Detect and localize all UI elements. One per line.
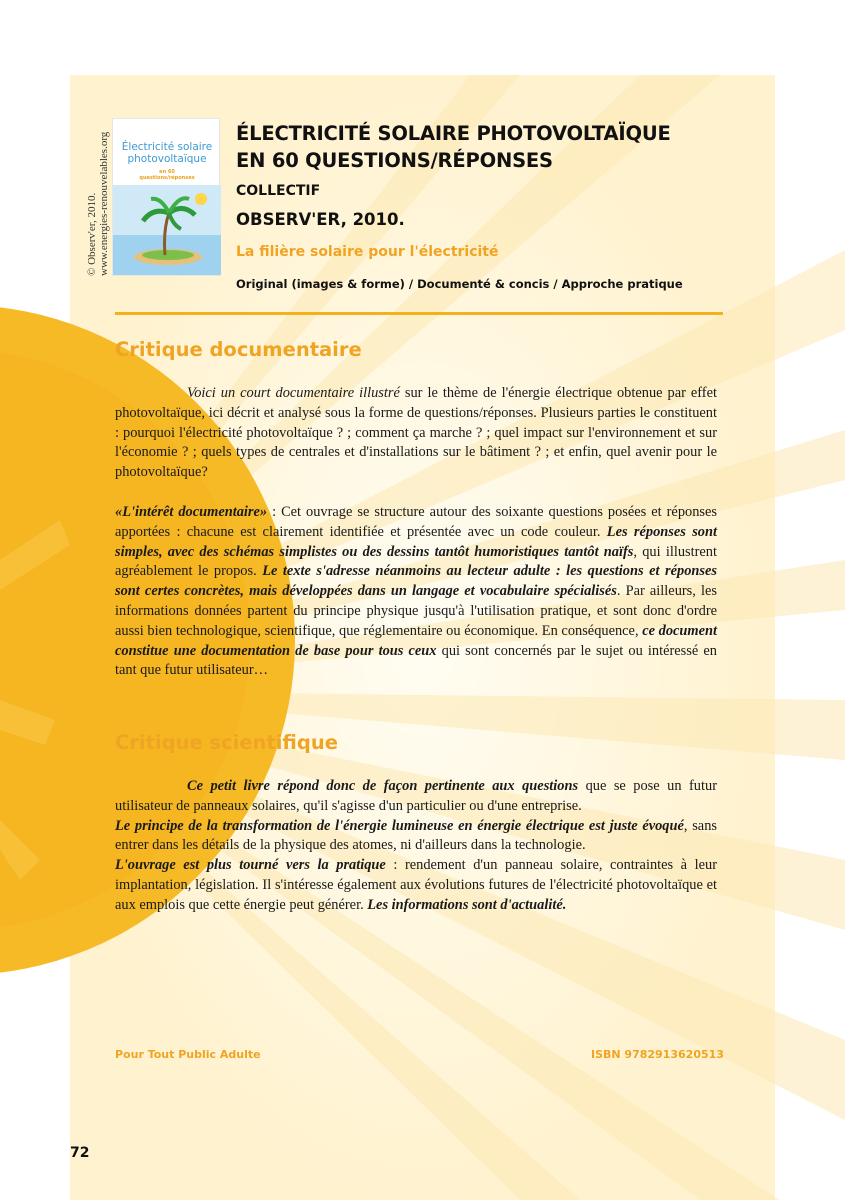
text-bold-italic: L'ouvrage est plus tourné vers la pratique [115,857,386,874]
cover-title-line2: photovoltaïque [127,153,207,165]
text-bold-italic: «L'intérêt documentaire» [115,504,268,520]
text-run: sur le thème de l'énergie électrique obtenue par effet photovoltaïque, ici décrit et analysé sous la forme de questions/réponses. Plusieurs parties le constituent : pourquoi l'électricité photovoltaïque ? ; comment ça marche ? ; quel impact sur l'environnement et sur l'économie ? ; quels types de centrales et d'installations sur le bâtiment ? ; et enfin, quel avenir pour le photovoltaïque? [115,385,717,481]
text-italic: Voici un court documentaire illustré [187,385,400,401]
book-cover [112,118,220,276]
book-title [236,120,671,174]
text-run: que se pose un futur utilisateur de panneaux solaires, qu'il s'agisse d'un particulier ou d'une entreprise. [115,778,717,814]
cover-subtitle-line1: en 60 [159,169,175,175]
text-run: , sans entrer dans les détails de la physique des atomes, ni d'ailleurs dans la technologie. [115,817,717,854]
paragraph-scientifique [115,777,717,916]
cover-subtitle-line2: questions/réponses [139,175,195,181]
author: COLLECTIF [236,183,321,199]
copyright-credit [86,132,110,276]
book-subtitle: La filière solaire pour l'électricité [236,244,499,260]
book-title-line2: EN 60 QUESTIONS/RÉPONSES [236,149,553,172]
book-title-line1: ÉLECTRICITÉ SOLAIRE PHOTOVOLTAÏQUE [236,122,671,145]
text-bold-italic: Ce petit livre répond donc de façon pertinente aux questions [187,778,579,794]
text-run: qui sont concernés par le sujet ou intéressé en tant que futur utilisateur… [115,642,717,679]
section-heading-scientifique: Critique scientifique [115,731,338,754]
divider [115,312,723,315]
text-bold-italic: Les réponses sont simples, avec des schémas simplistes ou des dessins tantôt humoristiques tantôt naïfs [115,523,717,560]
isbn: ISBN 9782913620513 [591,1048,724,1061]
text-bold-italic: Les informations sont d'actualité. [367,896,567,913]
text-bold-italic: Le principe de la transformation de l'énergie lumineuse en énergie électrique est juste évoqué [115,817,684,834]
text-bold-italic: ce document constitue une documentation de base pour tous ceux [115,622,717,659]
credit-line2: www.energies-renouvelables.org [98,131,110,276]
text-run: : rendement d'un panneau solaire, contraintes à leur implantation, législation. Il s'intéresse également aux évolutions futures de l'électricité photovoltaïque et aux emplois que cette énergie peut générer. [115,857,717,913]
keywords: Original (images & forme) / Documenté & concis / Approche pratique [236,277,683,291]
publisher: OBSERV'ER, 2010. [236,210,405,229]
section-heading-documentaire: Critique documentaire [115,338,362,361]
paragraph-interet [115,503,717,681]
page-number: 72 [70,1145,90,1161]
paragraph-intro [115,384,717,483]
text-run: , qui illustrent agréablement le propos. [115,543,717,580]
text-run: . Par ailleurs, les informations données partent du principe physique jusqu'à l'utilisation pratique, et sont donc d'ordre aussi bien technologique, scientifique, que réglementaire ou économique. En conséquence, [115,583,717,639]
cover-title-line1: Électricité solaire [121,141,213,153]
credit-line1: © Observ'er, 2010. [86,192,98,276]
text-run: : Cet ouvrage se structure autour des soixante questions posées et réponses apportées : chacune est clairement identifiée et présentée avec un code couleur. [115,504,717,540]
island-illustration [113,185,221,275]
audience-label: Pour Tout Public Adulte [115,1048,261,1061]
text-bold-italic: Le texte s'adresse néanmoins au lecteur adulte : les questions et réponses sont certes concrètes, mais développées dans un langage et vocabulaire spécialisés [115,563,717,600]
